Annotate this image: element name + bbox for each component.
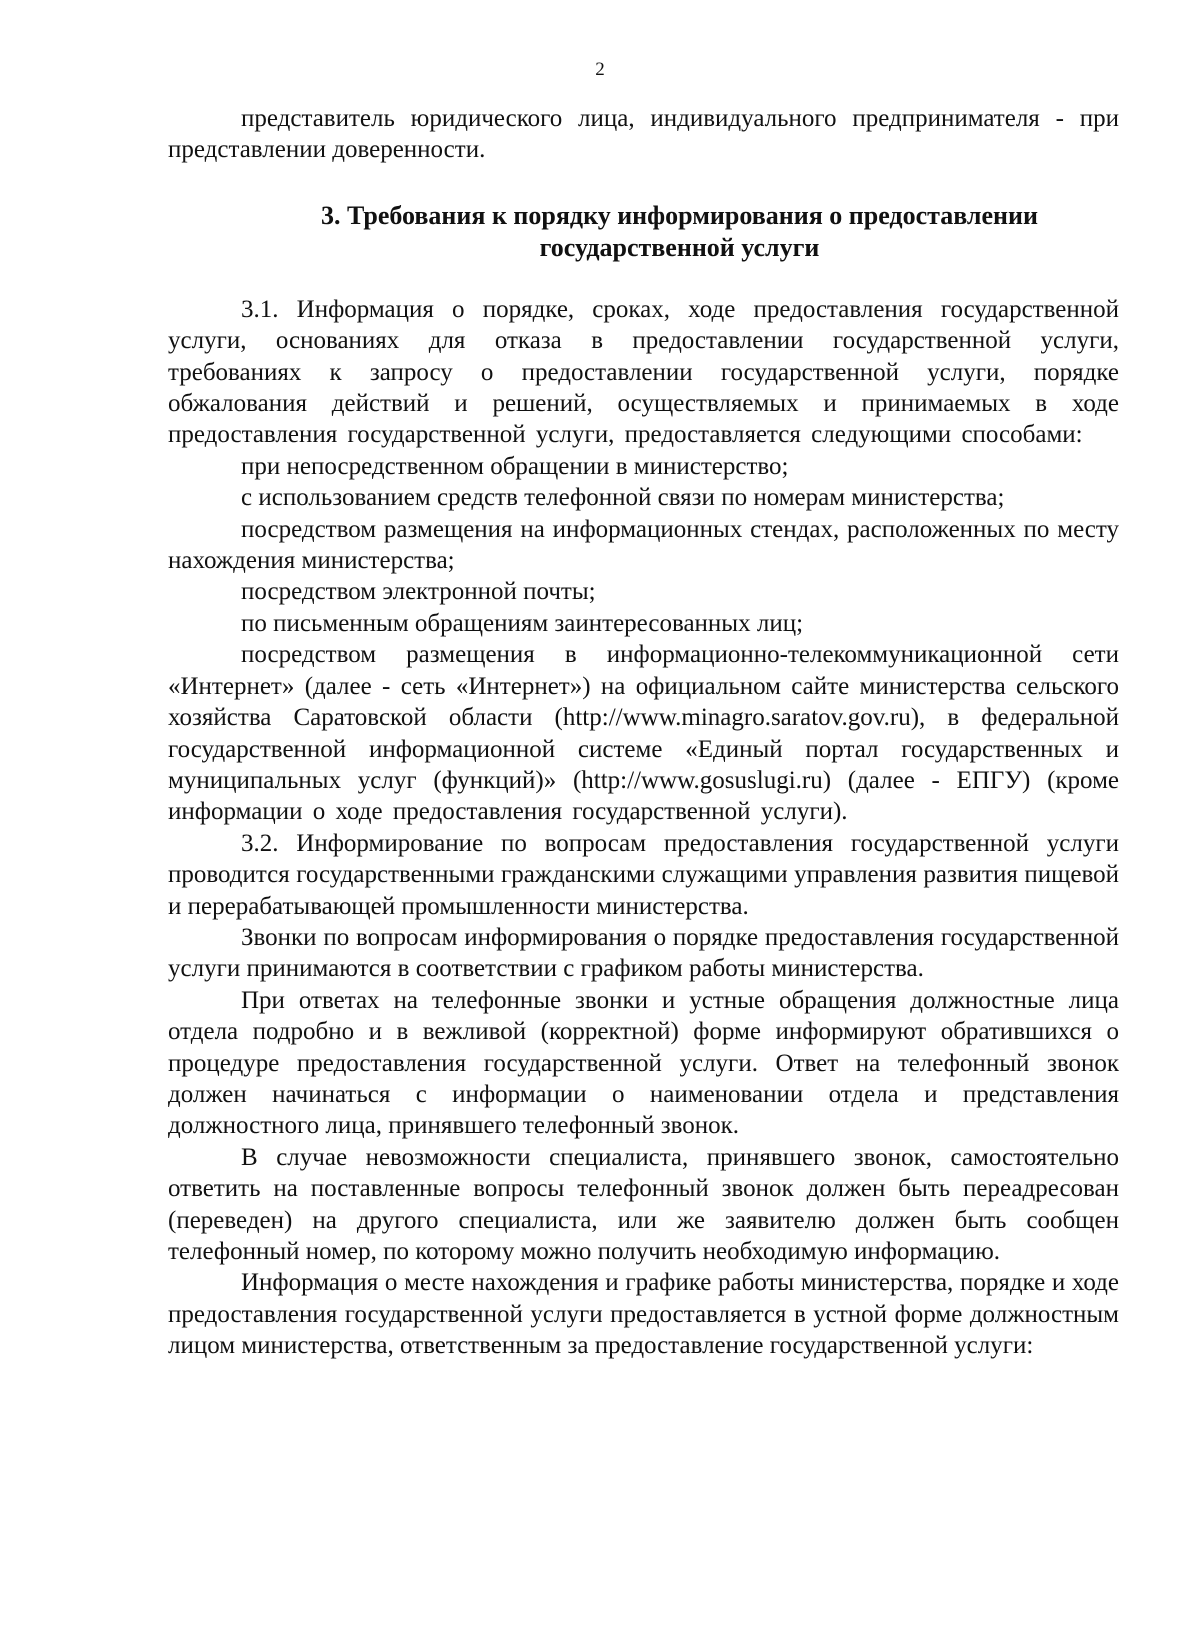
list-item-written: по письменным обращениям заинтересованных лиц; <box>241 609 804 637</box>
paragraph-answers: При ответах на телефонные звонки и устные обращения должностные лица отдела подробно и в вежливой (корректной) форме информируют обратившихся о процедуре предоставления государственной услуги. Ответ на телефонный звонок должен начинаться с информации о наименовании отдела и представления должностного лица, принявшего телефонный звонок. <box>168 986 1119 1140</box>
section-heading-line-2: государственной услуги <box>539 232 820 262</box>
section-heading-line-1: 3. Требования к порядку информирования о предоставлении <box>321 200 1038 230</box>
paragraph-redirect: В случае невозможности специалиста, принявшего звонок, самостоятельно ответить на поставленные вопросы телефонный звонок должен быть переадресован (переведен) на другого специалиста, или же заявителю должен быть сообщен телефонный номер, по которому можно получить необходимую информацию. <box>168 1143 1119 1265</box>
paragraph-3-2: 3.2. Информирование по вопросам предоставления государственной услуги проводится государственными гражданскими служащими управления развития пищевой и перерабатывающей промышленности министерства. <box>168 829 1119 920</box>
list-item-internet: посредством размещения в информационно-телекоммуникационной сети «Интернет» (далее - сеть «Интернет») на официальном сайте министерства сельского хозяйства Саратовской области (http://www.minagro.saratov.gov.ru), в федеральной государственной информационной системе «Единый портал государственных и муниципальных услуг (функций)» (http://www.gosuslugi.ru) (далее - ЕПГУ) (кроме информации о ходе предоставления государственной услуги). <box>168 641 1119 826</box>
document-body <box>168 103 1119 1362</box>
paragraph-calls: Звонки по вопросам информирования о порядке предоставления государственной услуги принимаются в соответствии с графиком работы министерства. <box>168 923 1119 983</box>
list-item-direct-visit: при непосредственном обращении в министерство; <box>241 452 789 480</box>
list-item-phone: с использованием средств телефонной связи по номерам министерства; <box>241 484 1005 512</box>
paragraph-3-1: 3.1. Информация о порядке, сроках, ходе предоставления государственной услуги, основаниях для отказа в предоставлении государственной услуги, требованиях к запросу о предоставлении государственной услуги, порядке обжалования действий и решений, осуществляемых и принимаемых в ходе предоставления государственной услуги, предоставляется следующими способами: <box>168 295 1119 449</box>
paragraph-representative: представитель юридического лица, индивидуального предпринимателя - при представлении доверенности. <box>168 105 1119 164</box>
page-number: 2 <box>595 59 605 80</box>
paragraph-location-info: Информация о месте нахождения и графике работы министерства, порядке и ходе предоставления государственной услуги предоставляется в устной форме должностным лицом министерства, ответственным за предоставление государственной услуги: <box>168 1269 1119 1360</box>
section-heading <box>168 200 1119 264</box>
list-item-stands: посредством размещения на информационных стендах, расположенных по месту нахождения министерства; <box>168 515 1119 575</box>
list-item-email: посредством электронной почты; <box>241 578 596 606</box>
